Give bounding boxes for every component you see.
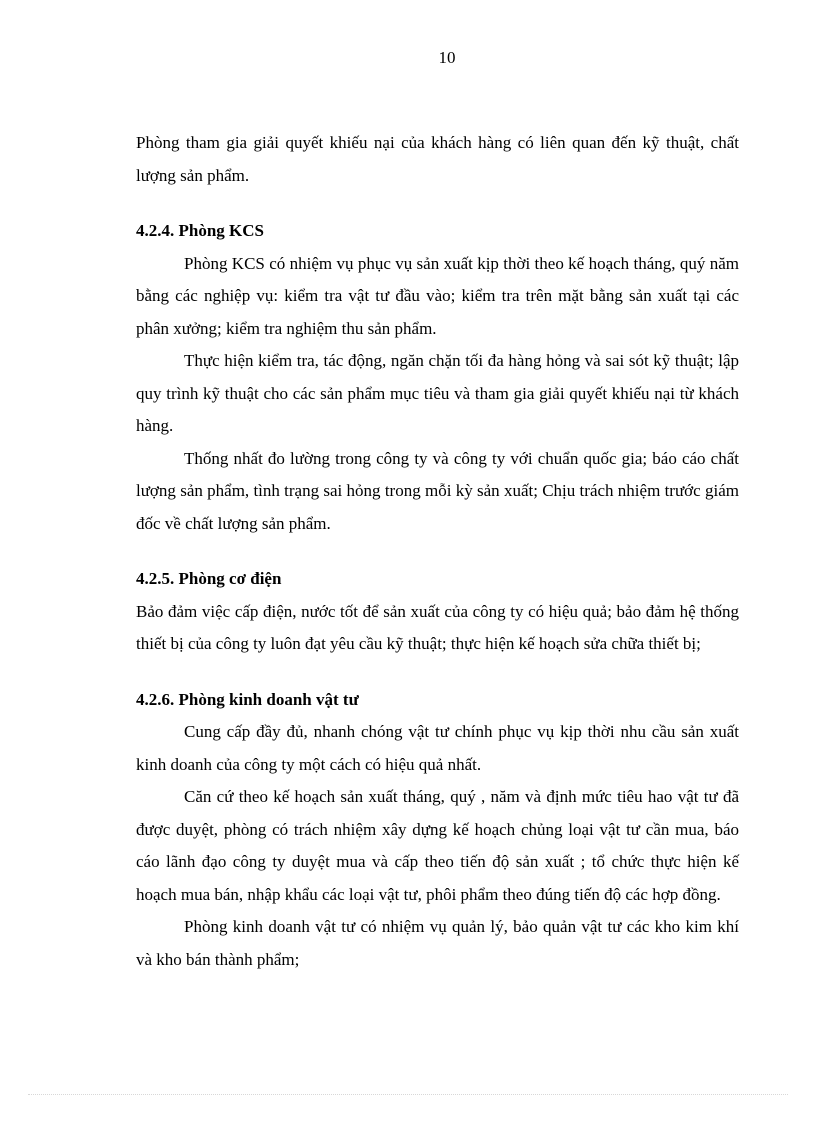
paragraph: Cung cấp đầy đủ, nhanh chóng vật tư chính phục vụ kịp thời nhu cầu sản xuất kinh doanh của công ty một cách có hiệu quả nhất. (136, 722, 739, 774)
paragraph: Bảo đảm việc cấp điện, nước tốt để sản xuất của công ty có hiệu quả; bảo đảm hệ thống thiết bị của công ty luôn đạt yêu cầu kỹ thuật; thực hiện kế hoạch sửa chữa thiết bị; (136, 601, 739, 653)
paragraph: Căn cứ theo kế hoạch sản xuất tháng, quý , năm và định mức tiêu hao vật tư đã được duyệt, phòng có trách nhiệm xây dựng kế hoạch chủng loại vật tư cần mua, báo cáo lãnh đạo công ty duyệt mua và cấp theo tiến độ sản xuất ; tổ chức thực hiện kế hoạch mua bán, nhập khẩu các loại vật tư, phôi phẩm theo đúng tiến độ các hợp đồng. (136, 787, 739, 904)
paragraph: Thực hiện kiểm tra, tác động, ngăn chặn tối đa hàng hỏng và sai sót kỹ thuật; lập quy trình kỹ thuật cho các sản phẩm mục tiêu và tham gia giải quyết khiếu nại từ khách hàng. (136, 351, 739, 435)
section-heading-co-dien: 4.2.5. Phòng cơ điện (136, 569, 282, 588)
section-kcs (136, 215, 739, 540)
paragraph: Phòng kinh doanh vật tư có nhiệm vụ quản lý, bảo quản vật tư các kho kim khí và kho bán thành phẩm; (136, 917, 739, 969)
page-bottom-divider (28, 1094, 788, 1095)
page-number: 10 (438, 48, 456, 67)
paragraph: Thống nhất đo lường trong công ty và công ty với chuẩn quốc gia; báo cáo chất lượng sản phẩm, tình trạng sai hỏng trong mỗi kỳ sản xuất; Chịu trách nhiệm trước giám đốc về chất lượng sản phẩm. (136, 448, 739, 533)
section-kinh-doanh (136, 684, 739, 977)
document-body (136, 127, 739, 976)
section-heading-kinh-doanh: 4.2.6. Phòng kinh doanh vật tư (136, 689, 359, 709)
paragraph: Phòng KCS có nhiệm vụ phục vụ sản xuất kịp thời theo kế hoạch tháng, quý năm bằng các nghiệp vụ: kiểm tra vật tư đầu vào; kiểm tra trên mặt bằng sản xuất tại các phân xưởng; kiểm tra nghiệm thu sản phẩm. (136, 253, 739, 338)
intro-paragraph: Phòng tham gia giải quyết khiếu nại của khách hàng có liên quan đến kỹ thuật, chất lượng sản phẩm. (136, 133, 739, 185)
section-co-dien (136, 563, 739, 661)
section-heading-kcs: 4.2.4. Phòng KCS (136, 221, 264, 240)
